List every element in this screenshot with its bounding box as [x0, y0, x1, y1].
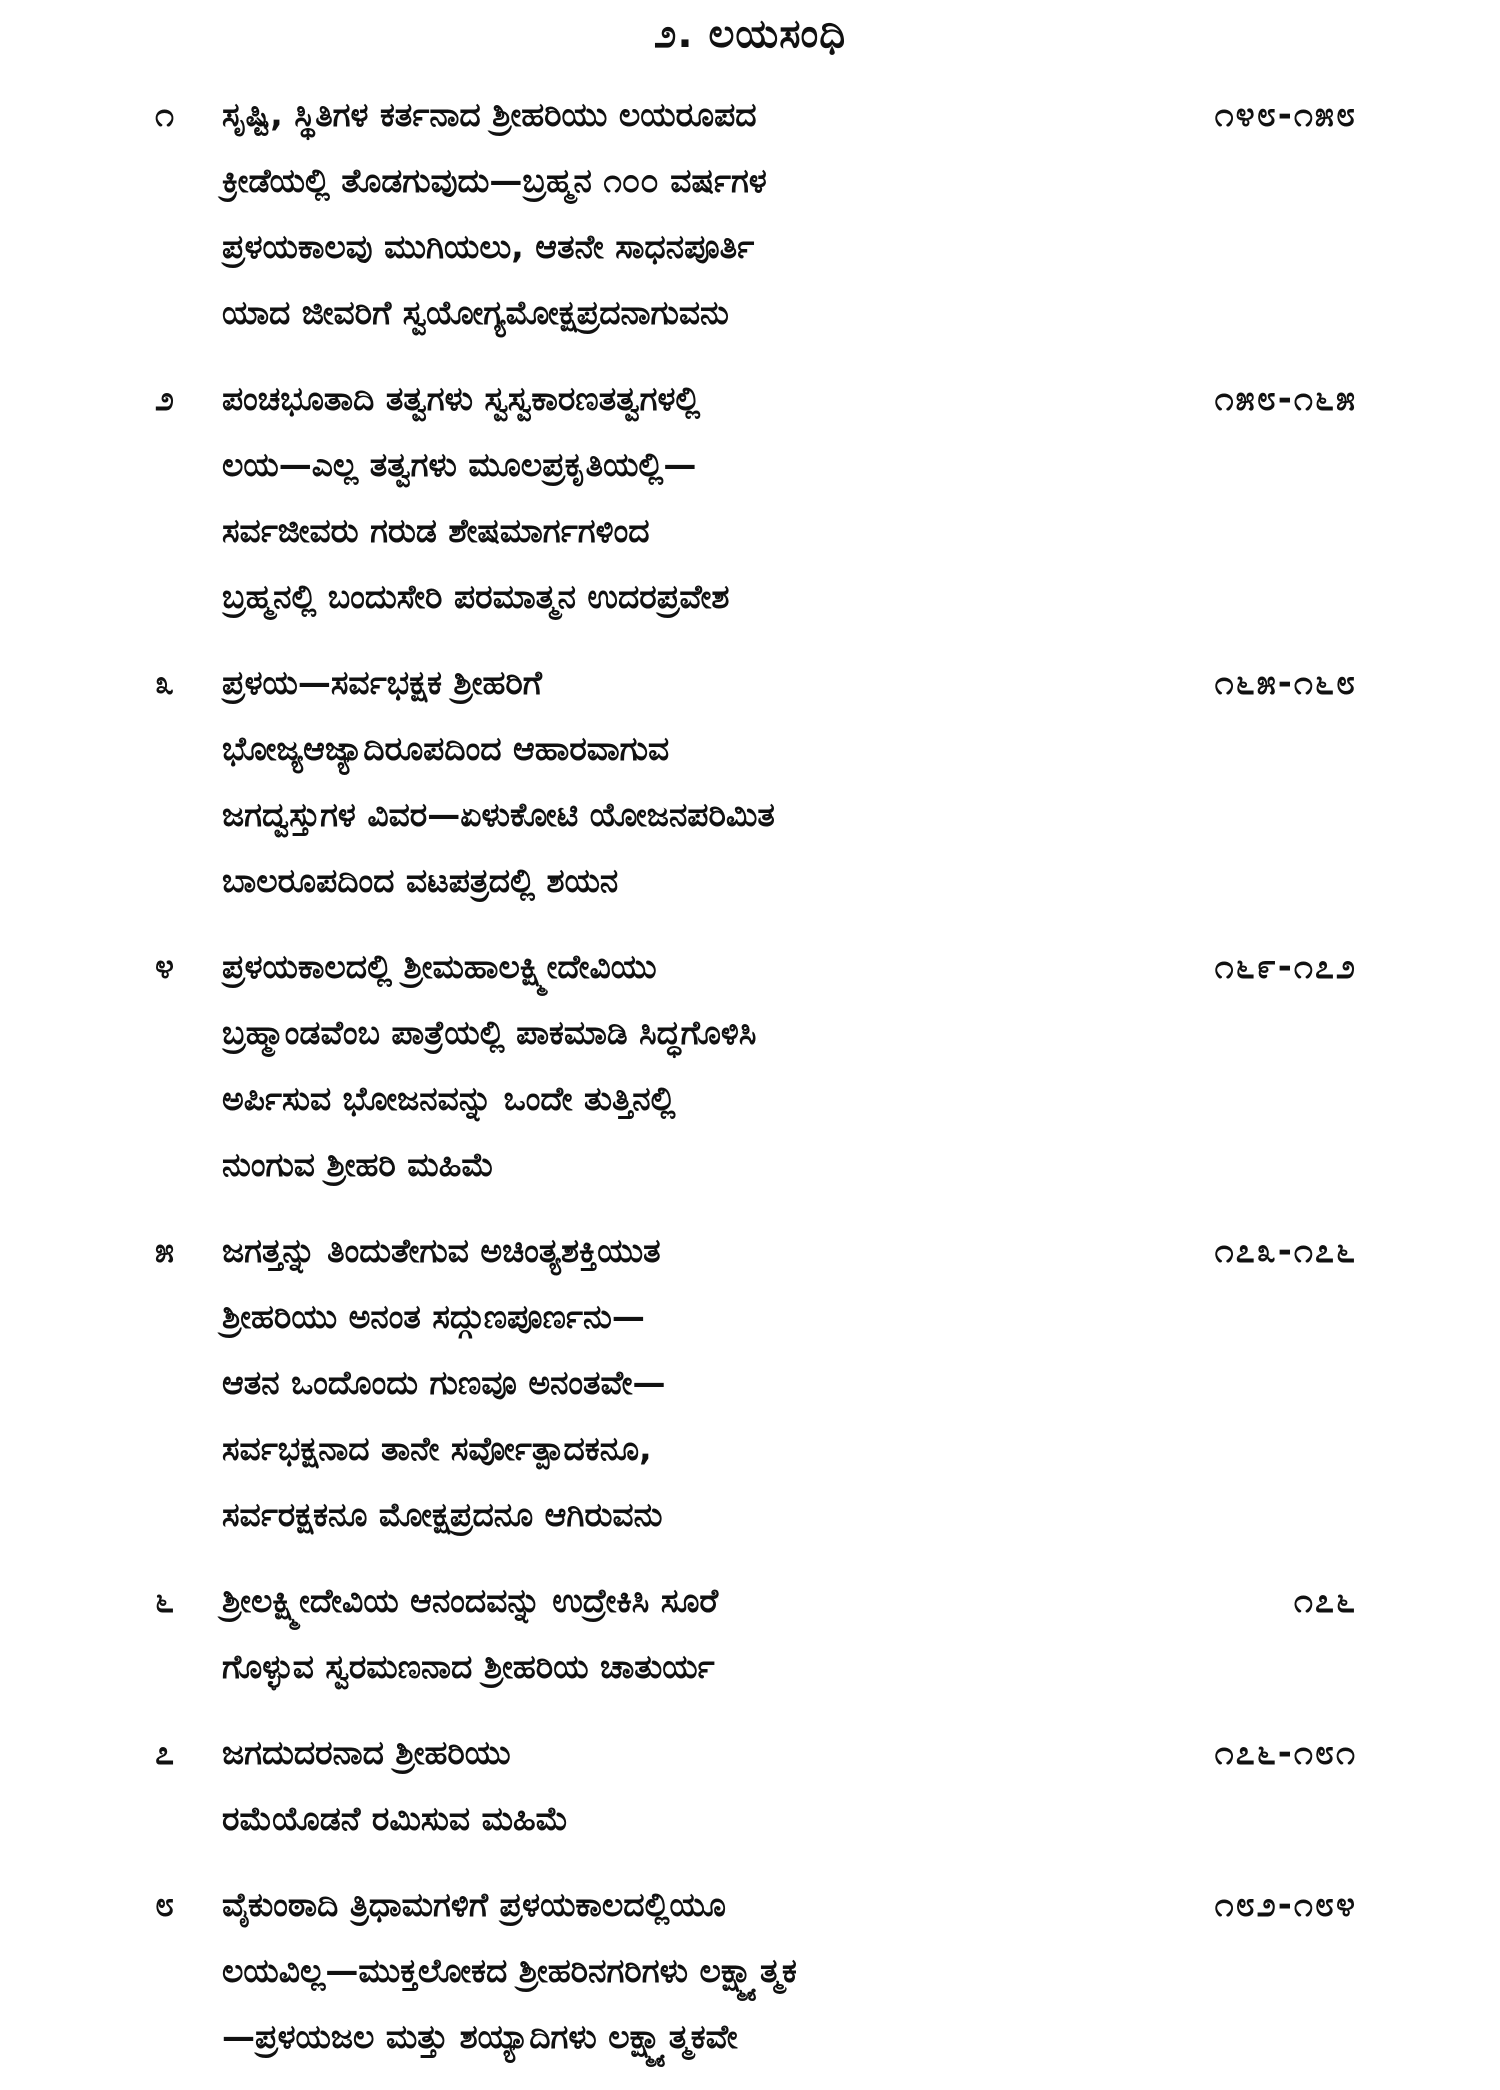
entry-verse-range: ೧೬೯-೧೭೨ — [1214, 947, 1357, 987]
entry-line: ನುಂಗುವ ಶ್ರೀಹರಿ ಮಹಿಮೆ — [222, 1145, 495, 1184]
entry-line: ಪ್ರಳಯಕಾಲವು ಮುಗಿಯಲು, ಆತನೇ ಸಾಧನಪೂರ್ತಿ — [222, 227, 755, 266]
entry-description — [222, 1720, 1102, 1852]
entry-verse-range: ೧೮೨-೧೮೪ — [1214, 1885, 1357, 1925]
entry-verse-range: ೧೭೩-೧೭೬ — [1214, 1231, 1357, 1271]
contents-entry — [0, 82, 1500, 346]
contents-entry — [0, 1720, 1500, 1852]
entry-line: ಜಗದುದರನಾದ ಶ್ರೀಹರಿಯು — [222, 1733, 511, 1772]
entry-verse-range: ೧೫೮-೧೬೫ — [1214, 379, 1357, 419]
entry-line: ಜಗದ್ವಸ್ತುಗಳ ವಿವರ—ಏಳುಕೋಟಿ ಯೋಜನಪರಿಮಿತ — [222, 795, 775, 834]
entry-verse-range: ೧೭೬-೧೮೧ — [1214, 1733, 1357, 1773]
entry-verse-range: ೧೭೬ — [1293, 1581, 1357, 1621]
entry-line: ಅರ್ಪಿಸುವ ಭೋಜನವನ್ನು ಒಂದೇ ತುತ್ತಿನಲ್ಲಿ — [222, 1079, 676, 1118]
entry-line: ಸರ್ವರಕ್ಷಕನೂ ಮೋಕ್ಷಪ್ರದನೂ ಆಗಿರುವನು — [222, 1495, 663, 1534]
entry-line: ಜಗತ್ತನ್ನು ತಿಂದುತೇಗುವ ಅಚಿಂತ್ಯಶಕ್ತಿಯುತ — [222, 1231, 661, 1270]
entry-number: ೪ — [155, 947, 175, 987]
entry-line: ವೈಕುಂಠಾದಿ ತ್ರಿಧಾಮಗಳಿಗೆ ಪ್ರಳಯಕಾಲದಲ್ಲಿಯೂ — [222, 1885, 726, 1924]
entry-description — [222, 650, 1102, 914]
contents-entry — [0, 1568, 1500, 1700]
contents-entry — [0, 1872, 1500, 2070]
entry-line: ಸರ್ವಭಕ್ಷನಾದ ತಾನೇ ಸರ್ವೋತ್ಪಾದಕನೂ, — [222, 1429, 652, 1468]
entry-line: ಸರ್ವಜೀವರು ಗರುಡ ಶೇಷಮಾರ್ಗಗಳಿಂದ — [222, 511, 650, 550]
entry-verse-range: ೧೬೫-೧೬೮ — [1214, 663, 1357, 703]
entry-line: ಶ್ರೀಹರಿಯು ಅನಂತ ಸದ್ಗುಣಪೂರ್ಣನು— — [222, 1297, 645, 1336]
entry-number: ೬ — [155, 1581, 175, 1621]
entry-number: ೨ — [155, 379, 175, 419]
entry-description — [222, 1872, 1102, 2070]
entry-line: ಸೃಷ್ಟಿ, ಸ್ಥಿತಿಗಳ ಕರ್ತನಾದ ಶ್ರೀಹರಿಯು ಲಯರೂಪದ — [222, 95, 757, 134]
entry-line: ಗೊಳ್ಳುವ ಸ್ವರಮಣನಾದ ಶ್ರೀಹರಿಯ ಚಾತುರ್ಯ — [222, 1647, 715, 1686]
contents-entry — [0, 1218, 1500, 1548]
entry-line: ಬ್ರಹ್ಮಾಂಡವೆಂಬ ಪಾತ್ರೆಯಲ್ಲಿ ಪಾಕಮಾಡಿ ಸಿದ್ಧಗೊಳಿಸಿ — [222, 1013, 757, 1052]
entry-line: ಲಯ—ಎಲ್ಲ ತತ್ವಗಳು ಮೂಲಪ್ರಕೃತಿಯಲ್ಲಿ— — [222, 445, 697, 484]
entry-description — [222, 1218, 1102, 1548]
entry-line: ಬ್ರಹ್ಮನಲ್ಲಿ ಬಂದುಸೇರಿ ಪರಮಾತ್ಮನ ಉದರಪ್ರವೇಶ — [222, 577, 730, 616]
contents-entry — [0, 934, 1500, 1198]
entry-line: ರಮೆಯೊಡನೆ ರಮಿಸುವ ಮಹಿಮೆ — [222, 1799, 569, 1838]
entry-line: ಪ್ರಳಯಕಾಲದಲ್ಲಿ ಶ್ರೀಮಹಾಲಕ್ಷ್ಮೀದೇವಿಯು — [222, 947, 657, 986]
entry-number: ೮ — [155, 1885, 175, 1925]
entry-verse-range: ೧೪೮-೧೫೮ — [1214, 95, 1357, 135]
entry-line: ಪ್ರಳಯ—ಸರ್ವಭಕ್ಷಕ ಶ್ರೀಹರಿಗೆ — [222, 663, 542, 702]
entry-line: ಯಾದ ಜೀವರಿಗೆ ಸ್ವಯೋಗ್ಯಮೋಕ್ಷಪ್ರದನಾಗುವನು — [222, 293, 729, 332]
entry-description — [222, 1568, 1102, 1700]
entry-line: —ಪ್ರಳಯಜಲ ಮತ್ತು ಶಯ್ಯಾದಿಗಳು ಲಕ್ಷ್ಮ್ಯಾತ್ಮಕವೇ — [222, 2017, 738, 2056]
entry-number: ೫ — [155, 1231, 175, 1271]
contents-entry — [0, 366, 1500, 630]
entry-line: ಕ್ರೀಡೆಯಲ್ಲಿ ತೊಡಗುವುದು—ಬ್ರಹ್ಮನ ೧೦೦ ವರ್ಷಗಳ — [222, 161, 767, 200]
entry-description — [222, 366, 1102, 630]
entry-line: ಲಯವಿಲ್ಲ—ಮುಕ್ತಲೋಕದ ಶ್ರೀಹರಿನಗರಿಗಳು ಲಕ್ಷ್ಮ್ಯಾತ್ಮಕ — [222, 1951, 797, 1990]
entry-line: ಬಾಲರೂಪದಿಂದ ವಟಪತ್ರದಲ್ಲಿ ಶಯನ — [222, 861, 619, 900]
entry-line: ಆತನ ಒಂದೊಂದು ಗುಣವೂ ಅನಂತವೇ— — [222, 1363, 666, 1402]
entry-number: ೩ — [155, 663, 175, 703]
entry-line: ಭೋಜ್ಯಆಜ್ಯಾದಿರೂಪದಿಂದ ಆಹಾರವಾಗುವ — [222, 729, 670, 768]
entry-description — [222, 82, 1102, 346]
entry-description — [222, 934, 1102, 1198]
entry-number: ೭ — [155, 1733, 175, 1773]
entry-line: ಶ್ರೀಲಕ್ಷ್ಮೀದೇವಿಯ ಆನಂದವನ್ನು ಉದ್ರೇಕಿಸಿ ಸೂರೆ — [222, 1581, 719, 1620]
entry-number: ೧ — [155, 95, 175, 135]
contents-entry — [0, 650, 1500, 914]
page-title: ೨. ಲಯಸಂಧಿ — [653, 11, 847, 57]
contents-list — [0, 82, 1500, 2090]
entry-line: ಪಂಚಭೂತಾದಿ ತತ್ವಗಳು ಸ್ವಸ್ವಕಾರಣತತ್ವಗಳಲ್ಲಿ — [222, 379, 701, 418]
